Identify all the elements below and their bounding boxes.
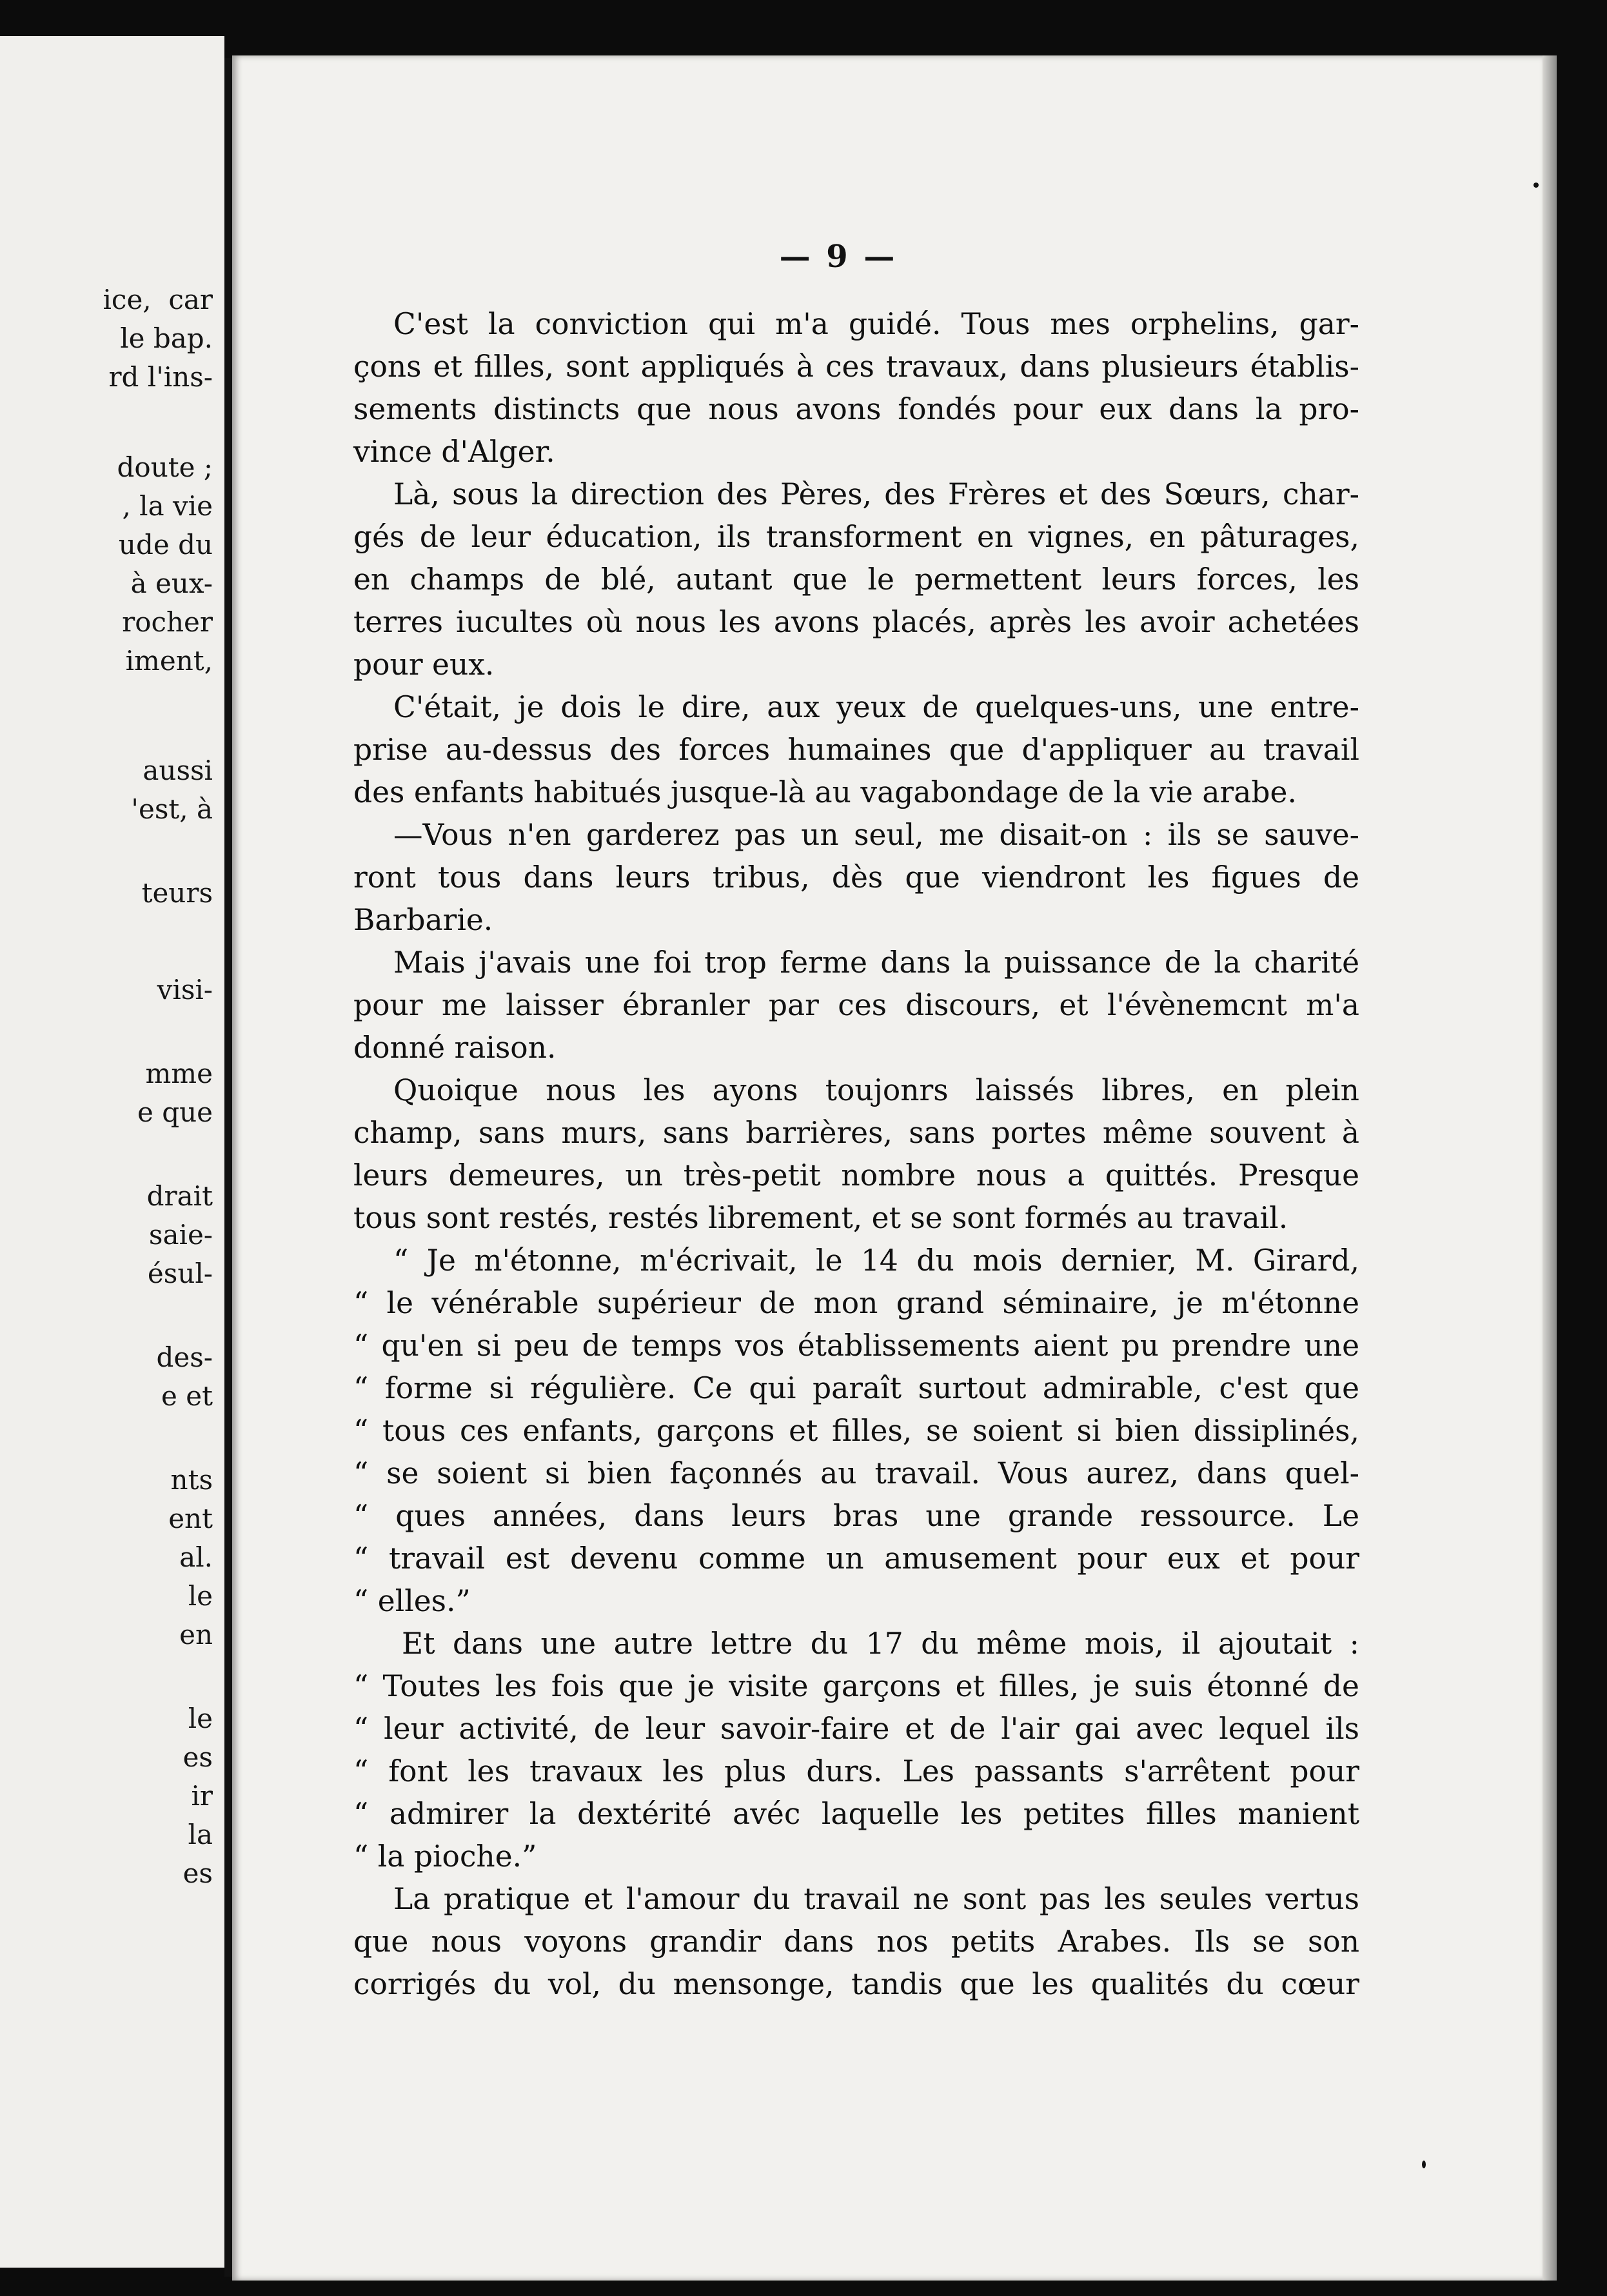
text-line: champ, sans murs, sans barrières, sans portes même souvent à	[353, 1116, 1359, 1150]
text-line: des enfants habitués jusque-là au vagabondage de la vie arabe.	[353, 775, 1297, 809]
text-line: “ elles.”	[353, 1584, 471, 1618]
left-page-fragment: nts	[170, 1464, 213, 1496]
text-line: C'était, je dois le dire, aux yeux de quelques-uns, une entre-	[393, 690, 1359, 724]
left-page-fragment: ésul-	[147, 1258, 213, 1289]
left-page-fragment: ice, car	[103, 284, 213, 315]
text-line: vince d'Alger.	[353, 435, 555, 469]
left-page-fragment: saie-	[148, 1219, 213, 1251]
text-line: “ travail est devenu comme un amusement pour eux et pour	[353, 1541, 1359, 1576]
left-page-fragment: mme	[145, 1058, 213, 1089]
text-line: “ admirer la dextérité avéc laquelle les petites filles manient	[353, 1797, 1359, 1831]
ink-speck	[1533, 183, 1539, 188]
text-line: prise au-dessus des forces humaines que d'appliquer au travail	[353, 733, 1359, 767]
left-page-fragment: drait	[146, 1180, 213, 1212]
left-page-fragment: es	[182, 1857, 213, 1889]
left-page-fragment: des-	[156, 1341, 213, 1373]
text-line: pour eux.	[353, 648, 495, 682]
text-line: “ font les travaux les plus durs. Les passants s'arrêtent pour	[353, 1754, 1359, 1788]
left-page-text-fragments	[0, 36, 224, 2268]
left-page-fragment: e et	[161, 1380, 213, 1412]
text-line: donné raison.	[353, 1031, 557, 1065]
ink-speck	[1422, 2161, 1426, 2168]
page-edge	[1543, 55, 1557, 2281]
text-line: en champs de blé, autant que le permettent leurs forces, les	[353, 562, 1359, 597]
text-line: que nous voyons grandir dans nos petits Arabes. Ils se son	[353, 1925, 1359, 1959]
left-page-fragment: iment,	[125, 645, 213, 677]
left-page-fragment: le	[188, 1703, 213, 1734]
text-line: “ qu'en si peu de temps vos établissements aient pu prendre une	[353, 1329, 1359, 1363]
text-line: tous sont restés, restés librement, et se sont formés au travail.	[353, 1201, 1288, 1235]
page-number: — 9 —	[779, 239, 898, 275]
text-line: —Vous n'en garderez pas un seul, me disait-on : ils se sauve-	[393, 818, 1359, 852]
text-line: sements distincts que nous avons fondés pour eux dans la pro-	[353, 392, 1359, 426]
text-line: çons et filles, sont appliqués à ces travaux, dans plusieurs établis-	[353, 350, 1359, 384]
text-line: leurs demeures, un très-petit nombre nous a quittés. Presque	[353, 1158, 1359, 1193]
text-line: “ leur activité, de leur savoir-faire et de l'air gai avec lequel ils	[353, 1712, 1359, 1746]
text-line: corrigés du vol, du mensonge, tandis que les qualités du cœur	[353, 1967, 1359, 2001]
body-text	[353, 303, 1359, 2006]
left-page-fragment: doute ;	[117, 451, 213, 483]
text-line: “ se soient si bien façonnés au travail. Vous aurez, dans quel-	[353, 1456, 1359, 1490]
left-page-fragment: 'est, à	[131, 793, 213, 825]
text-line: “ ques années, dans leurs bras une grande ressource. Le	[353, 1499, 1359, 1533]
left-page-fragment: rd l'ins-	[108, 361, 213, 393]
left-page-fragment: ude du	[118, 529, 213, 560]
text-line: ront tous dans leurs tribus, dès que viendront les figues de	[353, 860, 1359, 895]
text-line: gés de leur éducation, ils transforment en vignes, en pâturages,	[353, 520, 1359, 554]
text-line: “ Je m'étonne, m'écrivait, le 14 du mois dernier, M. Girard,	[393, 1243, 1359, 1278]
text-line: Mais j'avais une foi trop ferme dans la puissance de la charité	[393, 945, 1359, 980]
text-line: “ tous ces enfants, garçons et filles, se soient si bien dissiplinés,	[353, 1414, 1359, 1448]
text-line: “ le vénérable supérieur de mon grand séminaire, je m'étonne	[353, 1286, 1359, 1320]
left-page-fragment: es	[182, 1741, 213, 1773]
text-line: La pratique et l'amour du travail ne sont pas les seules vertus	[393, 1882, 1359, 1916]
left-page-fragment: rocher	[122, 606, 213, 638]
left-page-fragment: à eux-	[130, 568, 213, 599]
left-page-fragment: en	[179, 1619, 213, 1650]
text-line: “ Toutes les fois que je visite garçons et filles, je suis étonné de	[353, 1669, 1359, 1703]
text-line: Là, sous la direction des Pères, des Frères et des Sœurs, char-	[393, 477, 1359, 511]
text-line: C'est la conviction qui m'a guidé. Tous mes orphelins, gar-	[393, 307, 1359, 341]
text-line: terres iucultes où nous les avons placés, après les avoir achetées	[353, 605, 1359, 639]
text-line: Et dans une autre lettre du 17 du même mois, il ajoutait :	[402, 1627, 1359, 1661]
text-line: “ forme si régulière. Ce qui paraît surtout admirable, c'est que	[353, 1371, 1359, 1405]
left-page-fragment: le bap.	[120, 322, 213, 354]
left-page	[0, 36, 224, 2268]
left-page-fragment: al.	[179, 1541, 213, 1573]
left-page-fragment: e que	[137, 1096, 213, 1128]
text-line: “ la pioche.”	[353, 1839, 537, 1874]
left-page-fragment: le	[188, 1580, 213, 1612]
left-page-fragment: la	[188, 1819, 213, 1850]
left-page-fragment: ir	[191, 1780, 213, 1812]
left-page-fragment: , la vie	[122, 490, 213, 522]
text-line: pour me laisser ébranler par ces discours, et l'évènemcnt m'a	[353, 988, 1359, 1022]
text-line: Quoique nous les ayons toujonrs laissés libres, en plein	[393, 1073, 1359, 1107]
left-page-fragment: teurs	[141, 877, 213, 909]
text-line: Barbarie.	[353, 903, 493, 937]
left-page-fragment: aussi	[143, 755, 213, 786]
left-page-fragment: visi-	[157, 974, 213, 1005]
left-page-fragment: ent	[168, 1503, 213, 1534]
